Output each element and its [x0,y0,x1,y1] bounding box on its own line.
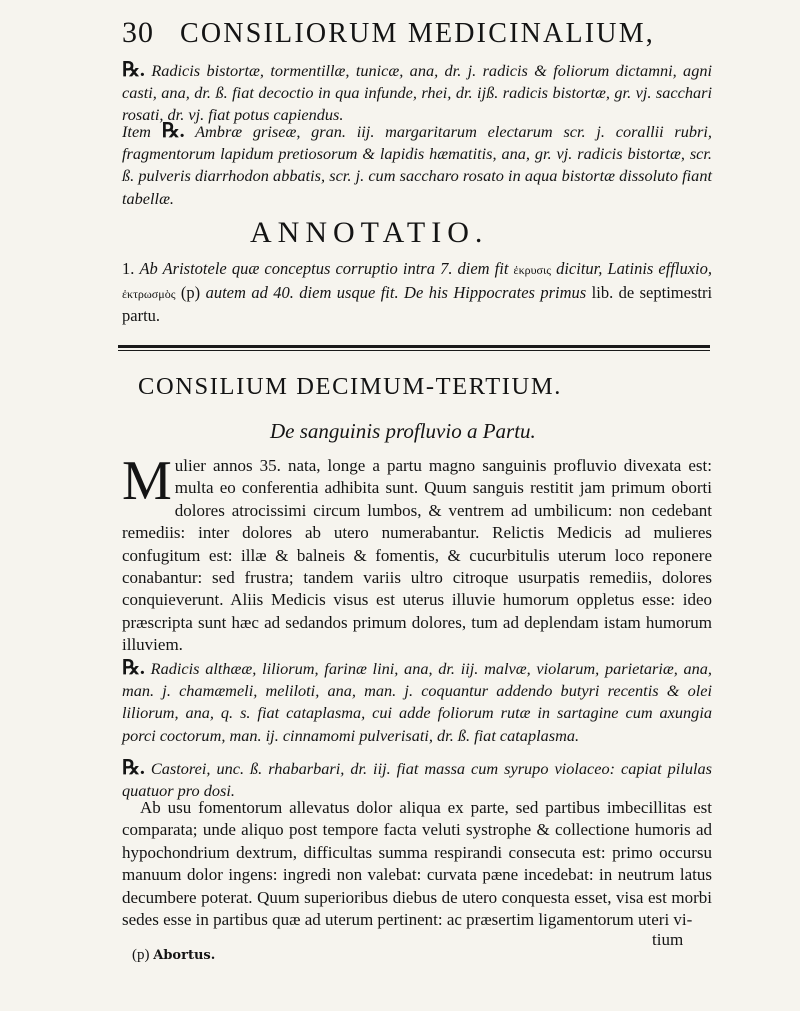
note-text-3: autem ad 40. diem usque fit. De his Hippocrates primus [205,282,587,302]
case-text: ulier annos 35. nata, longe a partu magno sanguinis profluvio divexata est: multa eo conferentia adhibita sunt. Quum sanguis restitit jam primum oborti dolores atrocissimi circum lumbos, & ventrem ad umbilicum: non cedebant remediis: inter dolores ab utero numerabantur. Relictis Medicis ad mulieres confugitum est: illæ & balneis & fomentis, & cucurbitulis uterum loco reponere conabantur: sed frustra; tandem variis ultro citroque usurpatis remediis, dolores conquieverunt. Aliis Medicis visus est uterus illuvie humorum oppletus esse: ideo præscripta sunt hæc ad sedandos primum dolores, tum ad deplendam istam humorum illuviem. [122,456,712,655]
divider-thin-line [118,350,710,351]
prescription-1 [122,59,712,127]
consilium-heading: CONSILIUM DECIMUM-TERTIUM. [138,373,562,400]
drop-cap: M [122,450,172,512]
annotatio-note [122,258,712,328]
section-divider [118,345,710,352]
divider-thick-line [118,345,710,348]
page-number: 30 [122,16,154,49]
footnote-text: Abortus. [153,948,216,963]
note-text-4: lib. de septimestri partu. [122,282,713,325]
catchword: tium [652,930,684,949]
prescription-text: Radicis althææ, liliorum, farinæ lini, ana, dr. iij. malvæ, violarum, parietariæ, ana, man. j. chamæmeli, meliloti, ana, man. j. coquantur addendo butyri recentis & olei liliorum, ana, q. s. fiat cataplasma, cui adde foliorum rutæ in sartagine cum axungia porci coctorum, man. ij. cinnamomi pulverisati, dr. ß. fiat cataplasma. [122,659,712,745]
running-title: CONSILIORUM MEDICINALIUM, [180,18,655,49]
prescription-text: Castorei, unc. ß. rhabarbari, dr. iij. fiat massa cum syrupo violaceo: capiat pilulas quatuor pro dosi. [122,759,712,801]
footnote-reference: (p) [180,282,201,302]
case-paragraph [122,450,712,657]
recipe-symbol-icon: ℞. [161,120,185,142]
prescription-2 [122,120,712,210]
greek-term-1: ἐκρυσις [513,263,551,277]
note-text-2: dicitur, Latinis effluxio, [556,259,713,278]
note-number: 1. [122,259,135,278]
recipe-symbol-icon: ℞. [122,657,145,679]
prescription-lead: Item [122,122,151,141]
recipe-symbol-icon: ℞. [122,59,145,81]
recipe-symbol-icon: ℞. [122,757,145,779]
case-paragraph-2: Ab usu fomentorum allevatus dolor aliqua ex parte, sed partibus imbecillitas est comparata; unde aliquo post tempore facta veluti systrophe & collectione humoris ad hypochondrium dextrum, difficultas summa respirandi consecuta est: primo occursu manuum dolor ingens: ingredi non valebat: curvata pæne incedebat: in neutrum latus decumbere poterat. Quum superioribus diebus de utero conquesta esset, visa est morbi sedes esse in partibus quæ ad uterum pertinent: ac præsertim ligamentorum uteri vi- [122,798,712,930]
footnote [132,947,215,964]
footnote-marker: (p) [132,947,150,963]
prescription-text: Ambræ griseæ, gran. iij. margaritarum electarum scr. j. corallii rubri, fragmentorum lapidum pretiosorum & lapidis hæmatitis, ana, gr. vj. radicis bistortæ, scr. ß. pulveris diarrhodon abbatis, scr. j. cum saccharo rosato in aqua bistortæ dissoluto fiant tabellæ. [122,122,712,208]
annotatio-heading: ANNOTATIO. [250,216,489,249]
greek-term-2: ἐκτρωσμὸς [122,286,176,301]
running-head [122,16,762,56]
note-text-1: Ab Aristotele quæ conceptus corruptio intra 7. diem fit [139,259,509,278]
consilium-subtitle: De sanguinis profluvio a Partu. [270,419,536,443]
prescription-4 [122,757,712,802]
prescription-text: Radicis bistortæ, tormentillæ, tunicæ, ana, dr. j. radicis & foliorum dictamni, agni casti, ana, dr. ß. fiat decoctio in qua infunde, rhei, dr. ijß. radicis bistortæ, gr. vj. sacchari rosati, dr. vj. fiat potus capiendus. [122,61,712,125]
prescription-3 [122,657,712,747]
